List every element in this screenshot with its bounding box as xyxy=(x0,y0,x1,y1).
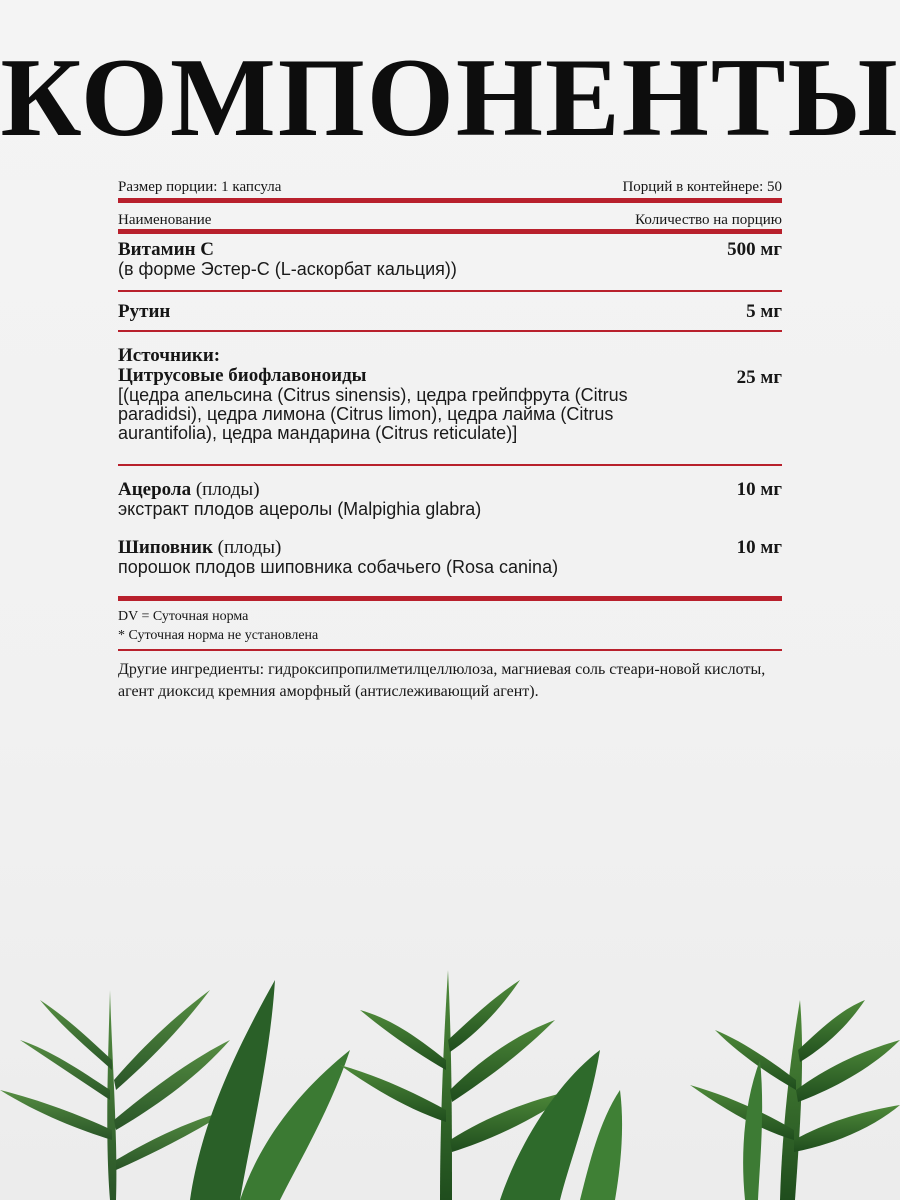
divider-thick xyxy=(118,596,782,601)
ingredient-desc: (в форме Эстер-С (L-аскорбат кальция)) xyxy=(118,259,457,279)
ingredient-qualifier: (плоды) xyxy=(195,479,260,500)
column-name: Наименование xyxy=(118,212,212,228)
ingredient-row xyxy=(118,480,782,524)
divider xyxy=(118,464,782,466)
ingredient-amount: 10 мг xyxy=(736,537,782,558)
ingredient-amount: 5 мг xyxy=(746,301,782,322)
ingredient-desc: порошок плодов шиповника собачьего (Rosa canina) xyxy=(118,557,559,577)
ingredient-amount: 25 мг xyxy=(736,367,782,388)
serving-size: Размер порции: 1 капсула xyxy=(118,179,282,195)
footnote-dv: DV = Суточная норма xyxy=(118,609,249,624)
ingredient-row xyxy=(118,346,782,460)
leaf-icon xyxy=(0,990,230,1200)
footnote-not-set: * Суточная норма не установлена xyxy=(118,628,319,643)
ingredient-name: Шиповник xyxy=(118,537,213,558)
column-headers xyxy=(118,205,782,229)
ingredient-desc: экстракт плодов ацеролы (Malpighia glabra) xyxy=(118,499,482,519)
divider-thick xyxy=(118,198,782,203)
column-amount: Количество на порцию xyxy=(635,212,782,228)
ingredient-row xyxy=(118,302,782,326)
divider-thick xyxy=(118,229,782,234)
other-ingredients: Другие ингредиенты: гидроксипропилметилцеллюлоза, магниевая соль стеари-новой кислоты, агент диоксид кремния аморфный (антислеживающий агент). xyxy=(118,661,766,700)
ingredient-name: Рутин xyxy=(118,301,171,322)
leaf-icon xyxy=(690,1000,900,1200)
ingredient-amount: 10 мг xyxy=(736,479,782,500)
ingredient-name: Цитрусовые биофлавоноиды xyxy=(118,365,367,386)
ingredient-row xyxy=(118,538,782,582)
footnotes xyxy=(118,607,782,645)
ingredient-qualifier: (плоды) xyxy=(217,537,282,558)
page-title: КОМПОНЕНТЫ xyxy=(0,36,900,160)
ingredient-desc: [(цедра апельсина (Citrus sinensis), цедра грейпфрута (Citrus paradidsi), цедра лимона (Citrus limon), цедра лайма (Citrus aurantifolia), цедра мандарина (Citrus reticulate)] xyxy=(118,385,628,443)
leaf-icon xyxy=(190,980,350,1200)
divider xyxy=(118,290,782,292)
leaf-icon xyxy=(500,1050,622,1200)
supplement-facts-panel xyxy=(118,178,782,703)
ingredient-row xyxy=(118,240,782,284)
serving-row xyxy=(118,178,782,198)
divider xyxy=(118,330,782,332)
ingredient-name: Ацерола xyxy=(118,479,192,500)
ingredient-sources-label: Источники: xyxy=(118,345,221,366)
divider xyxy=(118,649,782,651)
ingredient-amount: 500 мг xyxy=(727,239,782,260)
palm-leaves-illustration xyxy=(0,940,900,1200)
ingredient-name: Витамин С xyxy=(118,239,214,260)
servings-per-container: Порций в контейнере: 50 xyxy=(622,179,782,195)
